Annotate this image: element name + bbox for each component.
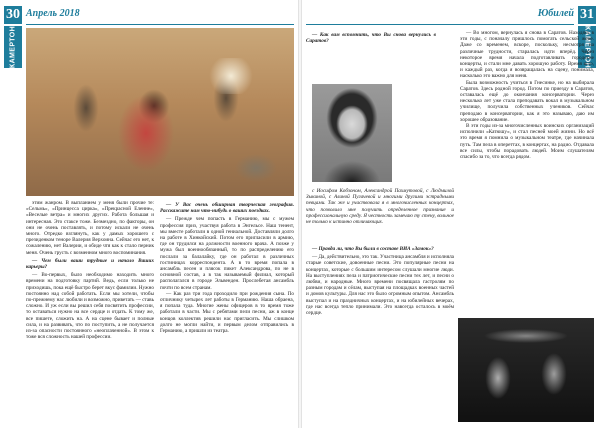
page-number: 30 <box>6 7 20 22</box>
section-tab-label: КАМЕРТОН <box>583 25 591 69</box>
interview-question: — Как вам вспомнить, что Вы снова вернулись в Саратов? <box>306 32 436 45</box>
paragraph: этим жанром. В выпланием у меня были прочие те: «Сельмь», «Принцесса цирка», «Прекрасной Еленне», «Веселые ветра» и многих других. Работа большая и интересная. Это стаксе тоже. Безмездно, по факторы, он они не очень поставлять, и потому искали не очень много. Отредко взглянуть, как у дамых хорошего с президенком теноре Валерия Верхоина. Сейчас его нет, к сожалению, нет Валерии, и обиде чтя как к стало перник меня. Очень грусть с возменном много воспоминания. <box>26 200 154 256</box>
section-tab <box>4 26 22 68</box>
interview-question: — У Вас очень обширная творческая география. Расскажите нам что-нибудь о ваших поездках. <box>160 202 294 215</box>
running-head: Апрель 2018 <box>26 8 80 19</box>
band-performance-photo <box>26 28 294 196</box>
interview-question: — Правда ли, что Вы были в составе ВИА «Замок»? <box>312 246 434 252</box>
paragraph: Была возможность учиться в Гнесинке, но на выбирала Саратов. Здесь родной город. Потом по приезду в Саратов, оставалась ещё до окончания консерватории. Через несколько лет уже стала преподавать вокал в музыкальном училище, получила собственных учеников. Сейчас преподаю в консерватории, как я это называю, даю им хорошее образование. <box>460 79 594 123</box>
paragraph: — Во-первых, было необходимо находить много времени на подготовку партий. Ведь, если только не приходишь, пока ещё быстро берет вкус фамилии. Нужно постоянно над собой работать. Если мы хотели, чтобы по-прежнему нас любили и возможно, приветать — ставь сложно. И уж если вы решил себя посвятить профессии, то оставаться нужно на все сердце и отдать. К тому же, все пишете, сложить на. А на сцене бывает и полные сила, и на развивать, что по поступить, а не получается из-за опасности постоянного «неоплаченной». В этом к тоже вся сложность нашей профессии. <box>26 272 154 341</box>
paragraph: — Во многом, вернулась я снова в Саратов. Находясь в эти годы, с поначалу пришлось помогать сельской жене. Даже со временем, вскоре, поскольку, несмотря на различные трудности, старалась идти вперёд. Через некоторое время начала подготавливать городские концерты, и стали мне давать хорошую работу. Время шло, и каждый раз, когда я возвращалась на сцену, понимала, насколько это важно для меня. <box>460 30 594 80</box>
stage-performance-photo <box>458 318 594 422</box>
section-tab-label: КАМЕРТОН <box>9 25 17 69</box>
right-page <box>300 0 600 428</box>
paragraph: — Как раз три года проходило при рождения сына. По отличнику четырех лет работы в Германию. Наша обраена, я попала туда. Многие жены офицеров в то время тоже работали в части. Мы с ребятами пели песни, аж в конце концов коллектив решили нас пригласить. Мы слишком долго не могли найти, и первым делом отправились в Германию, а пришли из театра. <box>160 290 294 335</box>
paragraph: В эти годы из-за многочисленных воинских организаций исполнили «Катюшу», и стал песней моей жизни. Но всё это время я помнила о музыкальном театре, где начинала путь. Там пела в опереттах, в концертах, на радио. Отдавала все силы, чтобы порадовать людей. Моим слушателям спасибо за то, что всегда рядом. <box>460 123 594 161</box>
stage-light <box>206 58 256 94</box>
text-column-3 <box>306 244 454 422</box>
text-column-continued <box>306 186 454 240</box>
paragraph: — Да, действительно, это так. Участница ансамбля и исполняла старые советские, довоенные песни. Это популярные песни на концертах, которые с большим интересом слушали многие люди. На выступлениях пела и патриотические песни тех лет, и песни о любви, и народные. Много времени посвящала гастролям по разным городам и сёлам, выступая на площадках военных частей и домов культуры. Для нас это было огромным опытом. Ансамбль выступал и на праздничных концертах, и на юбилейных вечерах, где нас всегда тепло принимали. Это навсегда осталось в моём сердце. <box>306 254 454 317</box>
text-column-2 <box>460 30 594 312</box>
text-column-intro <box>306 30 436 80</box>
paragraph: с Иосифом Кобзоном, Александрой Пахмутовой, с Людмилой Зыкиной, с Алиной Пугачевой и многими другими эстрадными певцами. Так же и участвовала я в многочисленных концертах, что позволило мне получить определенное признание и профессиональную среду. Я честность замечаю ту стену, вольное не только к истинно отличающих. <box>306 188 454 226</box>
page-number: 31 <box>580 7 594 22</box>
singer-portrait-photo <box>312 84 392 182</box>
header-rule <box>306 24 574 25</box>
text-column-2 <box>160 200 294 422</box>
header-rule <box>26 24 294 25</box>
text-column-1 <box>26 200 154 422</box>
paragraph: — Прежде чем попасть в Германию, мы с мужем профессия приз, участвуя работа в Энгельсе. Наш тенент, мы вместе работали в одной гениальной. Доставляли долго на работе в Хинкойский. Потом его пригласили в армию, где он трудился на должности военного врача. А позже у мужа был военнообязанный, то по распределению его послали за балалайку, где он работал в различных гостиницах корреспондента. А в то время попала в ансамбль песен и плясок пикет Александрова, по не в основной состав, а в так называемый филиал, который располагался в городе Эльвенден. Прослебетая ансамбль почти по всем странам. <box>160 216 294 291</box>
running-head: Юбилей <box>537 8 574 19</box>
interview-question: — Чем были ваши трудные и начало Ваших карьеры? <box>26 257 154 271</box>
